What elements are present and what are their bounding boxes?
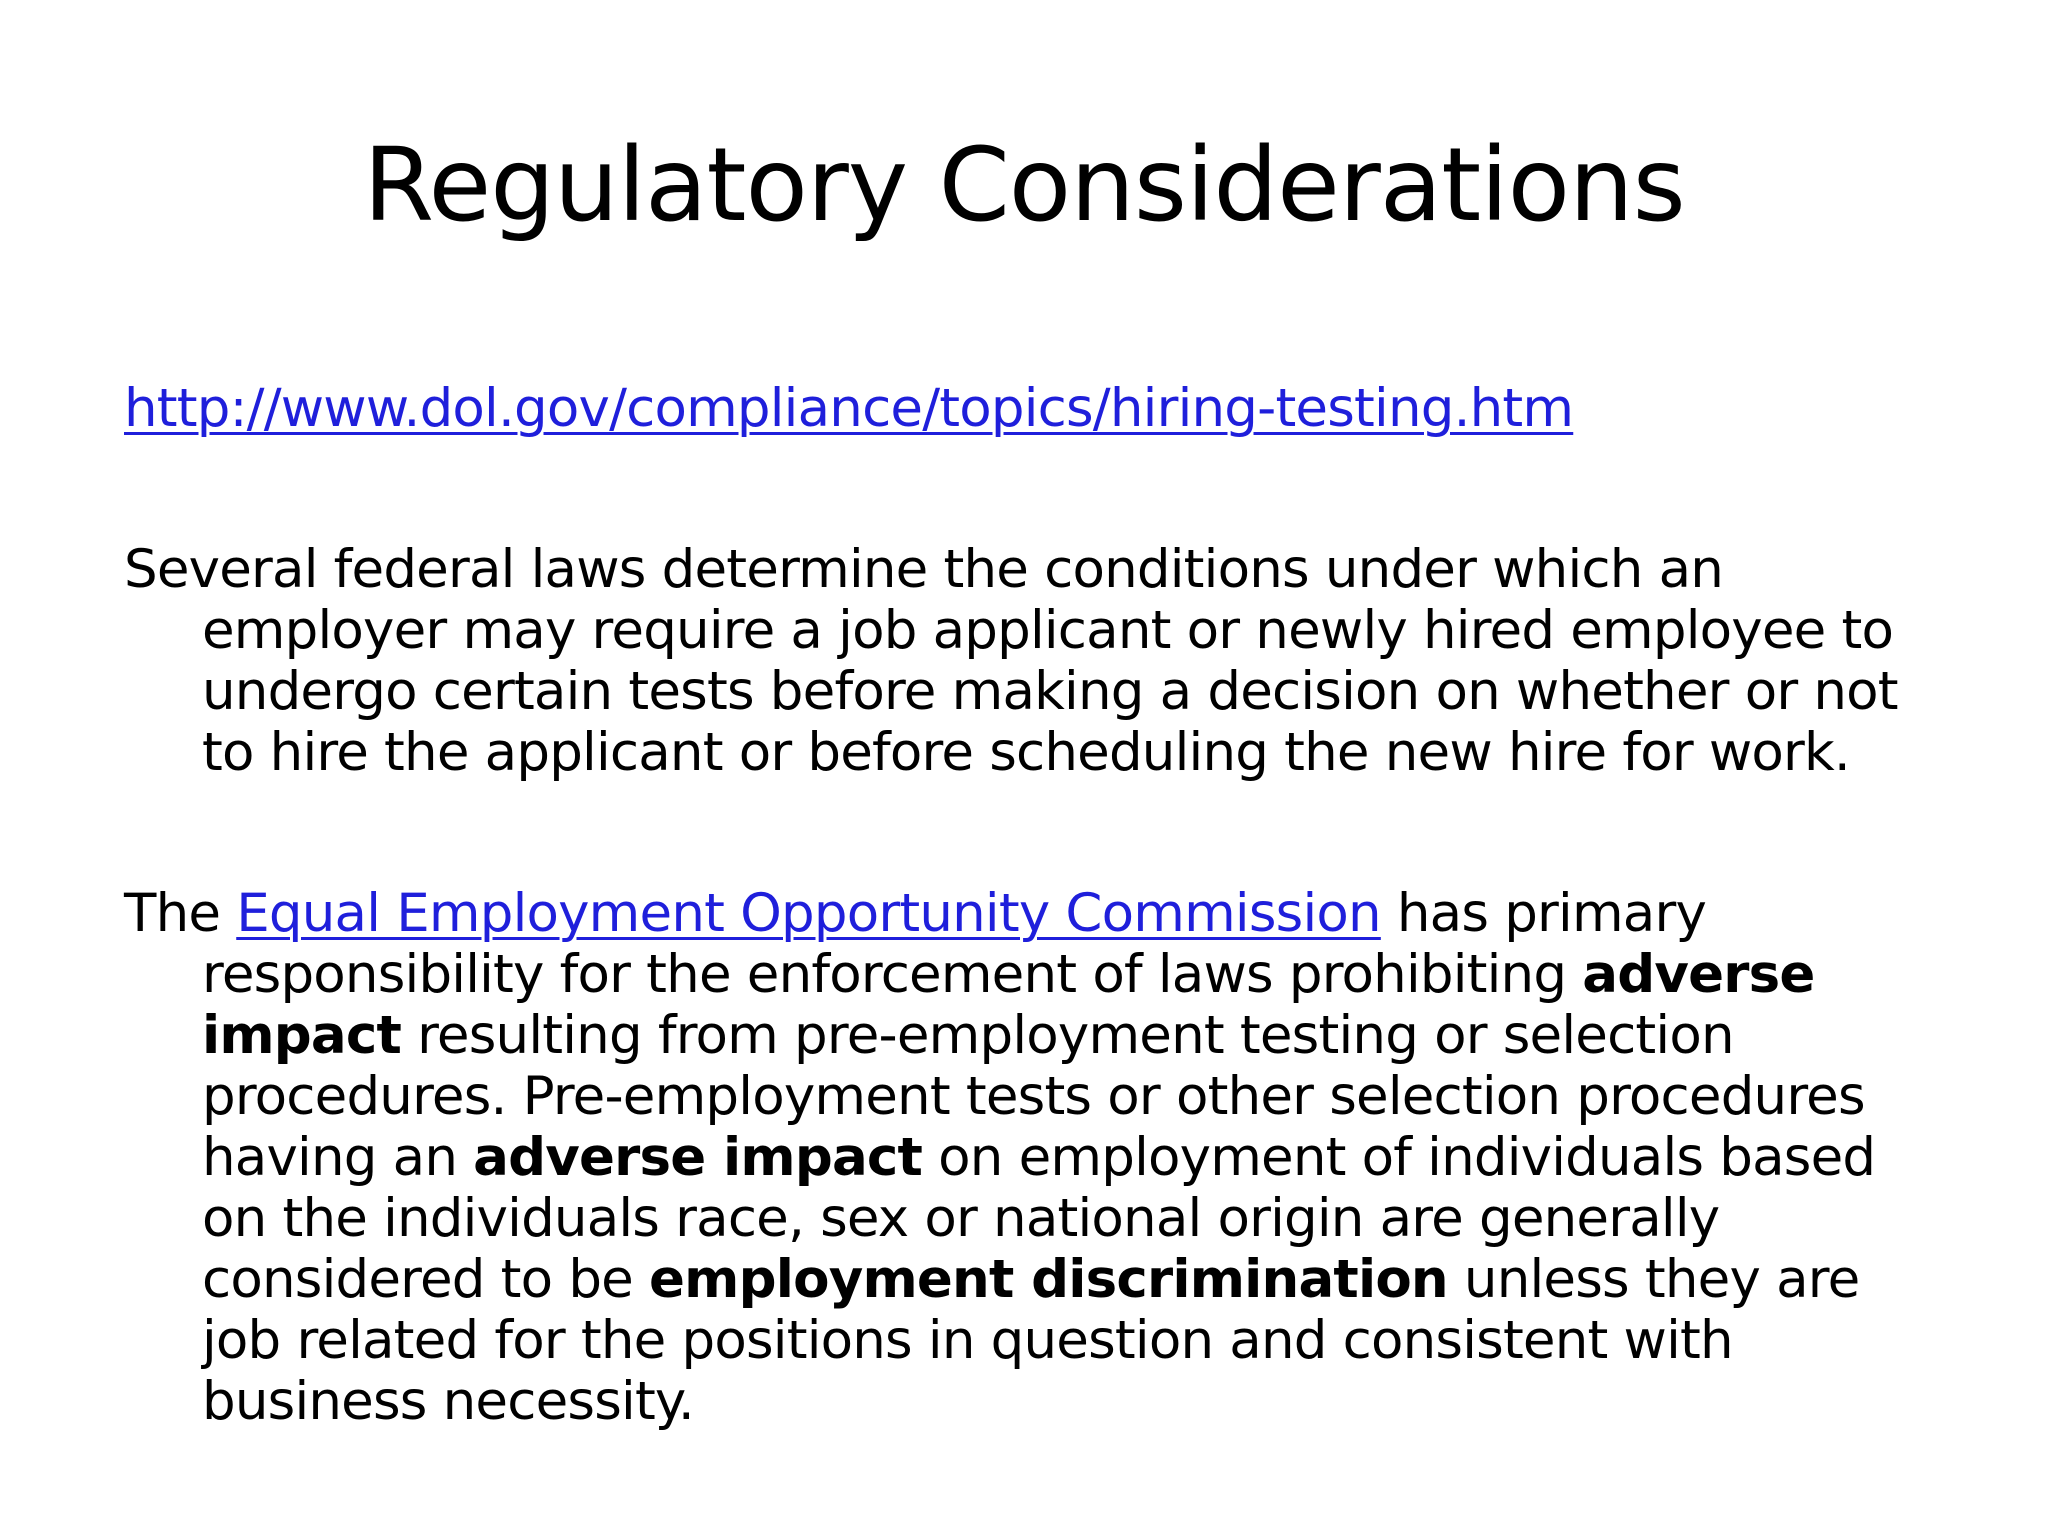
url-paragraph <box>124 378 1924 439</box>
eeoc-text-2: resulting from pre-employment testing or selection procedures. Pre-employment tests or other selection procedures having an <box>202 1005 1865 1188</box>
eeoc-text-3: on employment of individuals based on the individuals race, sex or national origin are generally considered to be <box>202 1127 1876 1310</box>
adverse-impact-bold-1: adverse impact <box>202 944 1815 1066</box>
slide-title: Regulatory Considerations <box>363 126 1685 245</box>
eeoc-paragraph <box>124 883 1924 1432</box>
eeoc-text-1: has primary responsibility for the enforcement of laws prohibiting <box>202 883 1707 1005</box>
employment-discrimination-bold: employment discrimination <box>649 1249 1448 1310</box>
slide-body <box>124 378 1924 1432</box>
eeoc-prefix-text: The <box>124 883 237 944</box>
eeoc-link[interactable]: Equal Employment Opportunity Commission <box>236 883 1381 944</box>
federal-laws-paragraph: Several federal laws determine the conditions under which an employer may require a job applicant or newly hired employee to undergo certain tests before making a decision on whether or not to hire the applicant or before scheduling the new hire for work. <box>124 539 1898 783</box>
eeoc-text-4: unless they are job related for the positions in question and consistent with business necessity. <box>202 1249 1860 1432</box>
dol-hiring-testing-link[interactable]: http://www.dol.gov/compliance/topics/hiring-testing.htm <box>124 378 1574 439</box>
adverse-impact-bold-2: adverse impact <box>473 1127 923 1188</box>
